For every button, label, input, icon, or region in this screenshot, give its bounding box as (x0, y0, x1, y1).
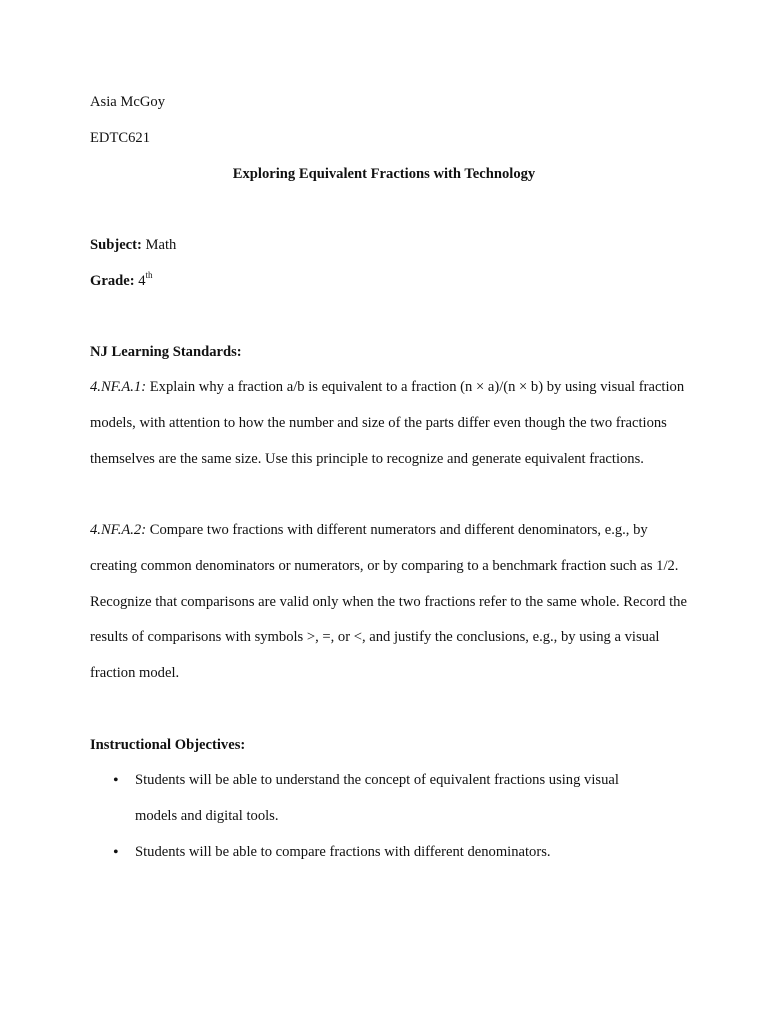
bullet-icon: • (113, 843, 119, 861)
standards-heading: NJ Learning Standards: (90, 344, 242, 360)
grade-suffix: th (145, 270, 153, 281)
subject-label: Subject: (90, 237, 142, 253)
grade-label: Grade: (90, 273, 135, 289)
document-title: Exploring Equivalent Fractions with Technology (232, 166, 536, 182)
subject-line (90, 236, 176, 254)
standard-code: 4.NF.A.1: (90, 379, 147, 395)
standard-item (90, 370, 690, 477)
subject-value: Math (145, 237, 177, 253)
objectives-list (90, 763, 690, 870)
list-item (90, 835, 645, 871)
grade-value: 4 (138, 273, 146, 289)
objectives-heading: Instructional Objectives: (90, 737, 246, 753)
objective-text: Students will be able to understand the concept of equivalent fractions using visual models and digital tools. (135, 772, 619, 824)
grade-line (90, 272, 153, 290)
list-item (90, 763, 645, 835)
standard-text: Compare two fractions with different numerators and different denominators, e.g., by creating common denominators or numerators, or by comparing to a benchmark fraction such as 1/2. Recognize that comparisons are valid only when the two fractions refer to the same whole. Record the results of comparisons with symbols >, =, or <, and justify the conclusions, e.g., by using a visual fraction model. (90, 522, 687, 682)
course-code: EDTC621 (90, 130, 150, 146)
standard-text: Explain why a fraction a/b is equivalent to a fraction (n × a)/(n × b) by using visual fraction models, with attention to how the number and size of the parts differ even though the two fractions themselves are the same size. Use this principle to recognize and generate equivalent fractions. (90, 379, 685, 467)
objective-text: Students will be able to compare fractions with different denominators. (135, 843, 551, 860)
bullet-icon: • (113, 772, 119, 789)
standard-code: 4.NF.A.2: (90, 522, 147, 538)
author-name: Asia McGoy (90, 94, 165, 110)
standard-item (90, 513, 690, 692)
